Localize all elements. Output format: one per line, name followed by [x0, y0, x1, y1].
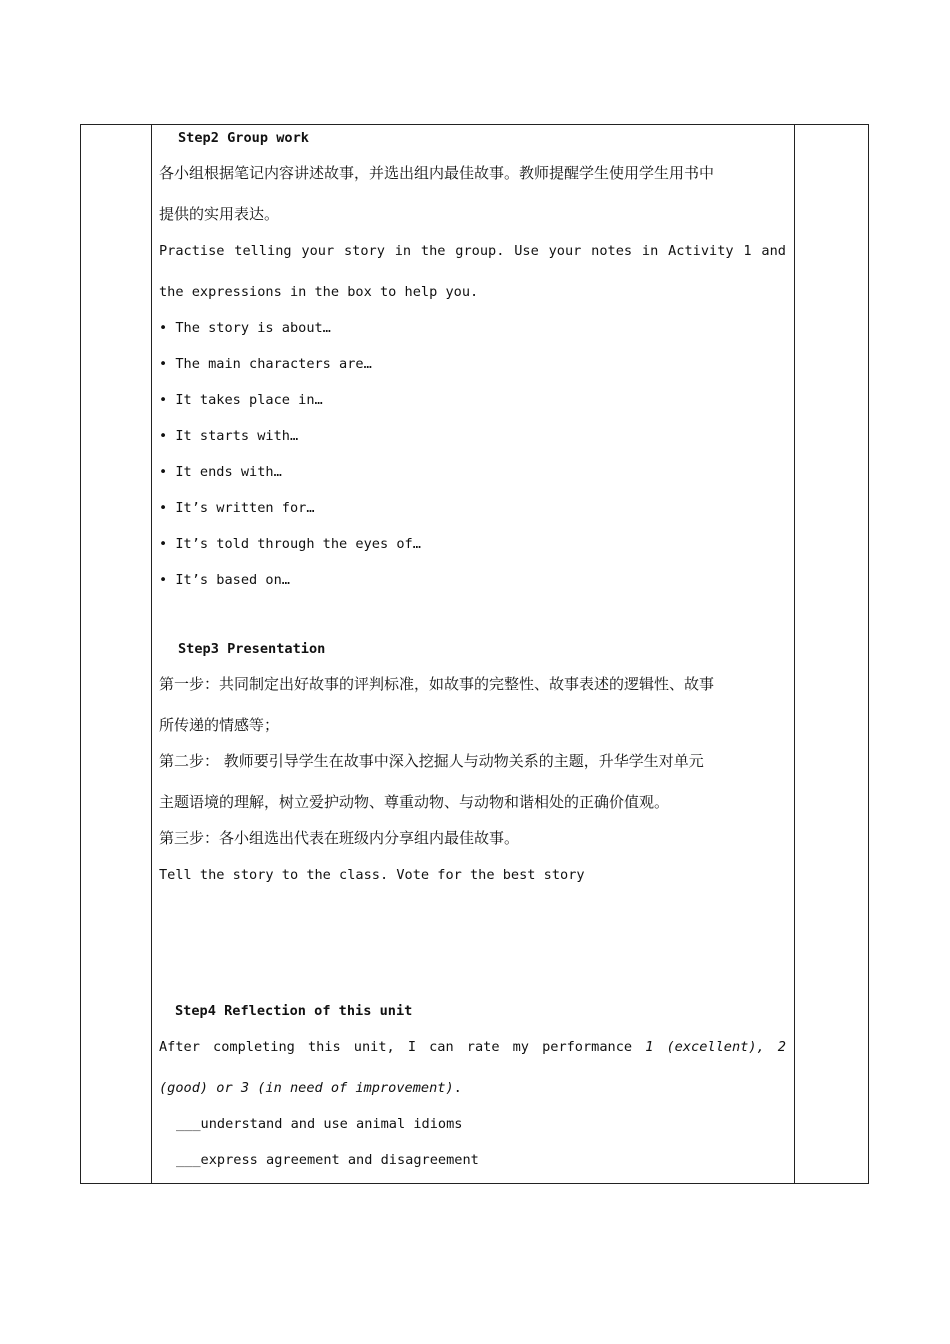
step3-p2-line-2: 主题语境的理解，树立爱护动物、尊重动物、与动物和谐相处的正确价值观。 — [159, 793, 670, 811]
step3-p1-line-2: 所传递的情感等； — [159, 716, 280, 734]
step4-intro-line-1: After completing this unit, I can rate my performance 1 (excellent), 2 — [159, 1039, 786, 1055]
step2-title: Step2 Group work — [178, 130, 309, 146]
step2-en-line-1: Practise telling your story in the group. Use your notes in Activity 1 and — [159, 243, 786, 259]
column-divider-right — [794, 125, 795, 1183]
expression-bullet: • It’s based on… — [159, 572, 290, 588]
step2-cn-line-2: 提供的实用表达。 — [159, 205, 280, 223]
reflection-item: ___understand and use animal idioms — [176, 1116, 463, 1132]
step4-title: Step4 Reflection of this unit — [175, 1003, 413, 1019]
step3-title: Step3 Presentation — [178, 641, 326, 657]
step3-p1-line-1: 第一步：共同制定出好故事的评判标准，如故事的完整性、故事表述的逻辑性、故事 — [159, 675, 715, 693]
step3-en-line: Tell the story to the class. Vote for the best story — [159, 867, 585, 883]
step2-en-line-2: the expressions in the box to help you. — [159, 284, 479, 300]
step2-cn-line-1: 各小组根据笔记内容讲述故事，并选出组内最佳故事。教师提醒学生使用学生用书中 — [159, 164, 715, 182]
expression-bullet: • The main characters are… — [159, 356, 372, 372]
expression-bullet: • The story is about… — [159, 320, 331, 336]
expression-bullet: • It takes place in… — [159, 392, 323, 408]
expression-bullet: • It ends with… — [159, 464, 282, 480]
expression-bullet: • It’s told through the eyes of… — [159, 536, 421, 552]
reflection-item: ___express agreement and disagreement — [176, 1152, 479, 1168]
step3-p2-line-1: 第二步： 教师要引导学生在故事中深入挖掘人与动物关系的主题，升华学生对单元 — [159, 752, 704, 770]
step3-p3-line-1: 第三步：各小组选出代表在班级内分享组内最佳故事。 — [159, 829, 520, 847]
step4-intro-line-2: (good) or 3 (in need of improvement). — [159, 1080, 462, 1096]
expression-bullet: • It’s written for… — [159, 500, 315, 516]
expression-bullet: • It starts with… — [159, 428, 299, 444]
column-divider-left — [151, 125, 152, 1183]
